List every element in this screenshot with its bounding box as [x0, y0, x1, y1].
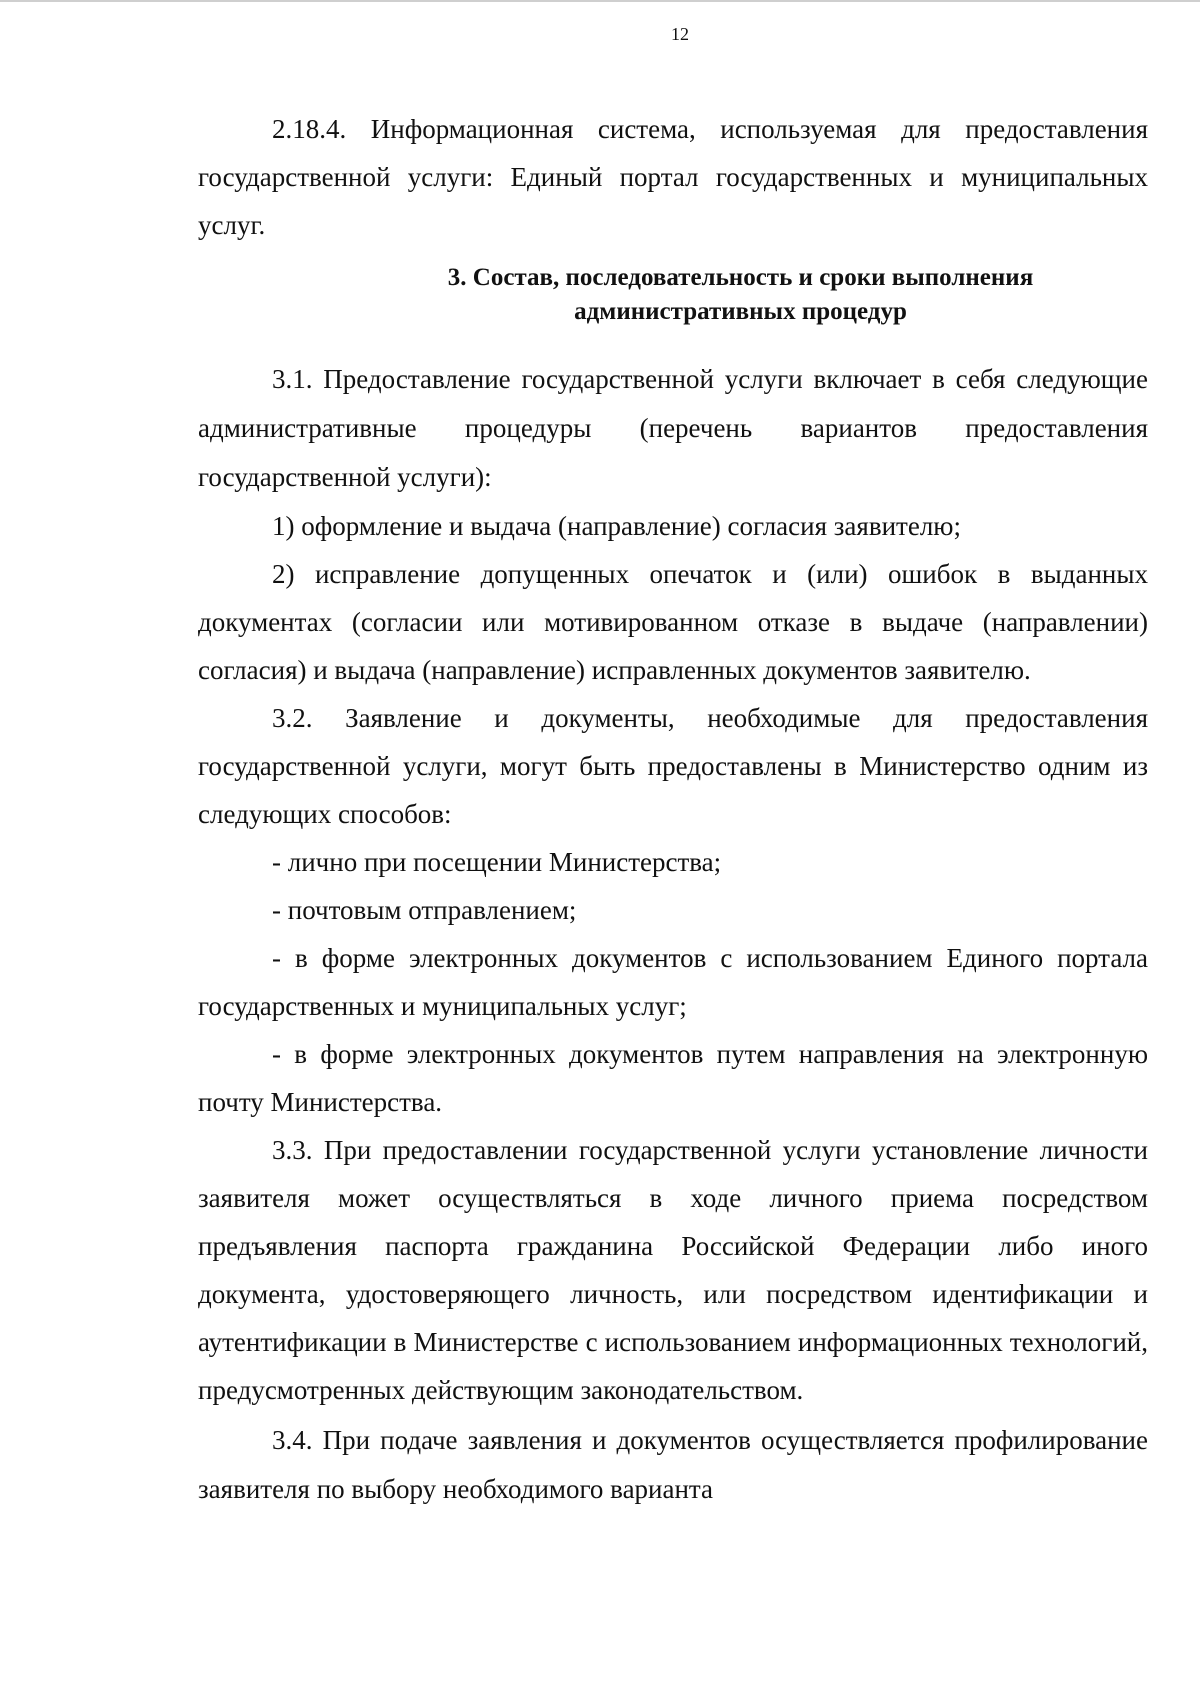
scan-top-edge — [0, 0, 1200, 2]
paragraph-3-1-item-2: 2) исправление допущенных опечаток и (или) ошибок в выданных документах (согласии или мотивированном отказе в выдаче (направлении) согласия) и выдача (направление) исправленных документов заявителю. — [198, 559, 1148, 685]
document-body — [198, 105, 1148, 1514]
paragraph-3-4: 3.4. При подаче заявления и документов осуществляется профилирование заявителя по выбору необходимого варианта — [198, 1425, 1148, 1504]
paragraph-3-2: 3.2. Заявление и документы, необходимые для предоставления государственной услуги, могут быть предоставлены в Министерство одним из следующих способов: — [198, 703, 1148, 829]
paragraph-3-3: 3.3. При предоставлении государственной услуги установление личности заявителя может осуществляться в ходе личного приема посредством предъявления паспорта гражданина Российской Федерации либо иного документа, удостоверяющего личность, или посредством идентификации и аутентификации в Министерстве с использованием информационных технологий, предусмотренных действующим законодательством. — [198, 1135, 1148, 1405]
paragraph-3-1-item-1: 1) оформление и выдача (направление) согласия заявителю; — [272, 511, 961, 541]
paragraph-3-1: 3.1. Предоставление государственной услуги включает в себя следующие административные процедуры (перечень вариантов предоставления государственной услуги): — [198, 364, 1148, 492]
page-number: 12 — [671, 24, 689, 44]
paragraph-3-2-item-1: - лично при посещении Министерства; — [272, 847, 722, 877]
paragraph-3-2-item-3: - в форме электронных документов с использованием Единого портала государственных и муниципальных услуг; — [198, 943, 1148, 1021]
section-heading-line-1: 3. Состав, последовательность и сроки выполнения — [447, 264, 1034, 291]
section-heading-line-2: административных процедур — [574, 298, 907, 325]
paragraph-3-2-item-4: - в форме электронных документов путем направления на электронную почту Министерства. — [198, 1039, 1148, 1117]
paragraph-3-2-item-2: - почтовым отправлением; — [272, 895, 577, 925]
paragraph-2-18-4: 2.18.4. Информационная система, используемая для предоставления государственной услуги: Единый портал государственных и муниципальных услуг. — [198, 114, 1148, 240]
section-heading — [198, 261, 1148, 329]
